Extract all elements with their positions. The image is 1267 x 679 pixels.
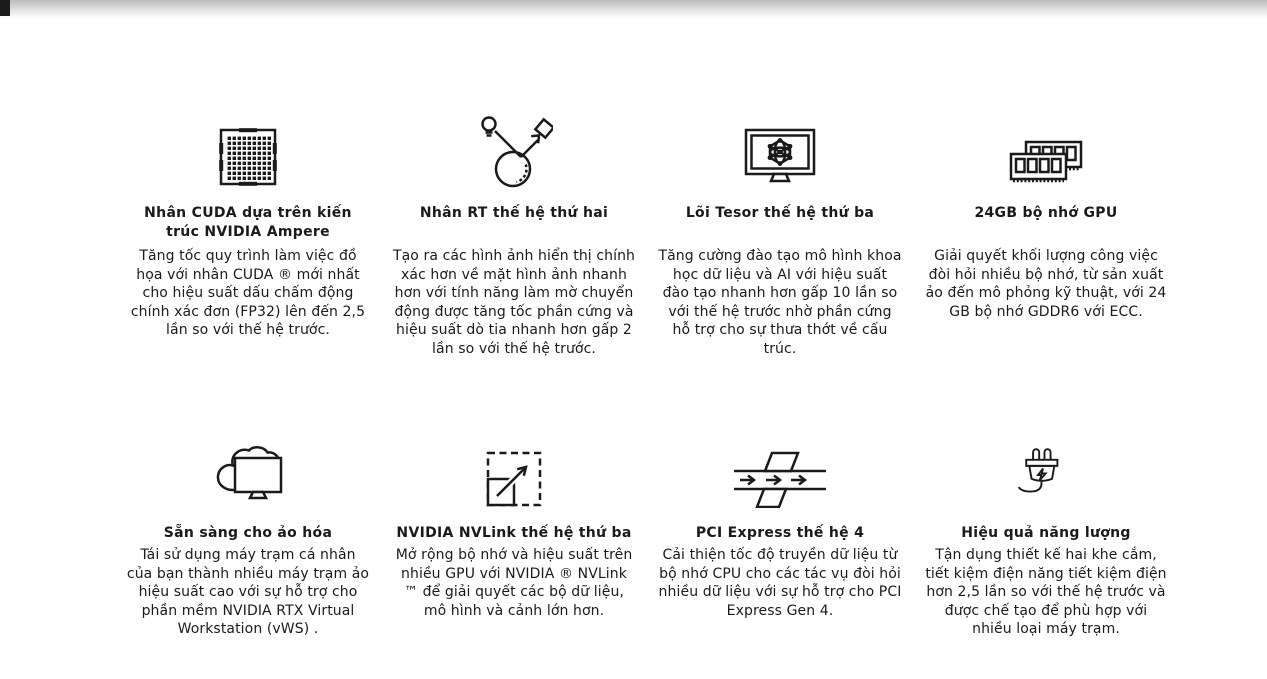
feature-title: Sẵn sàng cho ảo hóa [163,525,333,541]
feature-description: Giải quyết khối lượng công việc đòi hỏi nhiều bộ nhớ, từ sản xuất ảo đến mô phỏng kỹ thuật, với 24 GB bộ nhớ GDDR6 với ECC. [925,248,1167,320]
feature-title: Lõi Tesor thế hệ thứ ba [685,205,875,221]
cloud-monitor-icon [209,434,287,508]
feature-title: 24GB bộ nhớ GPU [974,205,1118,221]
top-edge-gradient [0,0,1267,18]
feature-description: Tăng cường đào tạo mô hình khoa học dữ liệu và AI với hiệu suất đào tạo nhanh hơn gấp 10 lần so với thế hệ trước nhờ phần cứng hỗ trợ cho sự thưa thớt về cấu trúc. [658,248,902,357]
pcie-lanes-icon [734,434,826,508]
feature-description: Tạo ra các hình ảnh hiển thị chính xác hơn về mặt hình ảnh nhanh hơn với tính năng làm mờ chuyển động được tăng tốc phần cứng và hiệu suất dò tia nhanh hơn gấp 2 lần so với thế hệ trước. [392,248,636,357]
feature-title: Nhân RT thế hệ thứ hai [419,205,609,221]
top-left-corner-mark [0,0,10,16]
feature-card-energy [924,434,1168,639]
feature-title: Hiệu quả năng lượng [961,525,1131,541]
feature-card-nvlink [392,434,636,639]
features-grid [126,114,1168,639]
feature-card-gpu-memory [924,114,1168,434]
feature-title: Nhân CUDA dựa trên kiến trúc NVIDIA Ampere [144,205,352,240]
expand-arrow-icon [485,434,543,508]
feature-description: Cải thiện tốc độ truyền dữ liệu từ bộ nhớ CPU cho các tác vụ đòi hỏi nhiều dữ liệu với sự hỗ trợ cho PCI Express Gen 4. [658,547,902,619]
feature-card-cuda-cores [126,114,370,434]
feature-description: Tăng tốc quy trình làm việc đồ họa với nhân CUDA ® mới nhất cho hiệu suất dấu chấm động chính xác đơn (FP32) lên đến 2,5 lần so với thế hệ trước. [130,248,366,338]
feature-card-tensor-cores [658,114,902,434]
feature-card-pcie [658,434,902,639]
chip-core-grid-icon [218,114,278,188]
monitor-network-icon [744,114,816,188]
feature-description: Tận dụng thiết kế hai khe cắm, tiết kiệm điện năng tiết kiệm điện hơn 2,5 lần so với thế hệ trước và được chế tạo để phù hợp với nhiều loại máy trạm. [925,547,1167,637]
feature-title: PCI Express thế hệ 4 [695,525,865,541]
memory-modules-icon [1009,114,1083,188]
feature-title: NVIDIA NVLink thế hệ thứ ba [396,525,632,541]
feature-description: Tái sử dụng máy trạm cá nhân của bạn thành nhiều máy trạm ảo hiệu suất cao với sự hỗ trợ cho phần mềm NVIDIA RTX Virtual Workstation (vWS) . [126,547,370,637]
feature-card-rt-cores [392,114,636,434]
feature-description: Mở rộng bộ nhớ và hiệu suất trên nhiều GPU với NVIDIA ® NVLink ™ để giải quyết các bộ dữ liệu, mô hình và cảnh lớn hơn. [395,547,633,619]
power-plug-icon [1008,434,1084,508]
ray-tracing-icon [475,114,553,188]
feature-card-virtualization [126,434,370,639]
